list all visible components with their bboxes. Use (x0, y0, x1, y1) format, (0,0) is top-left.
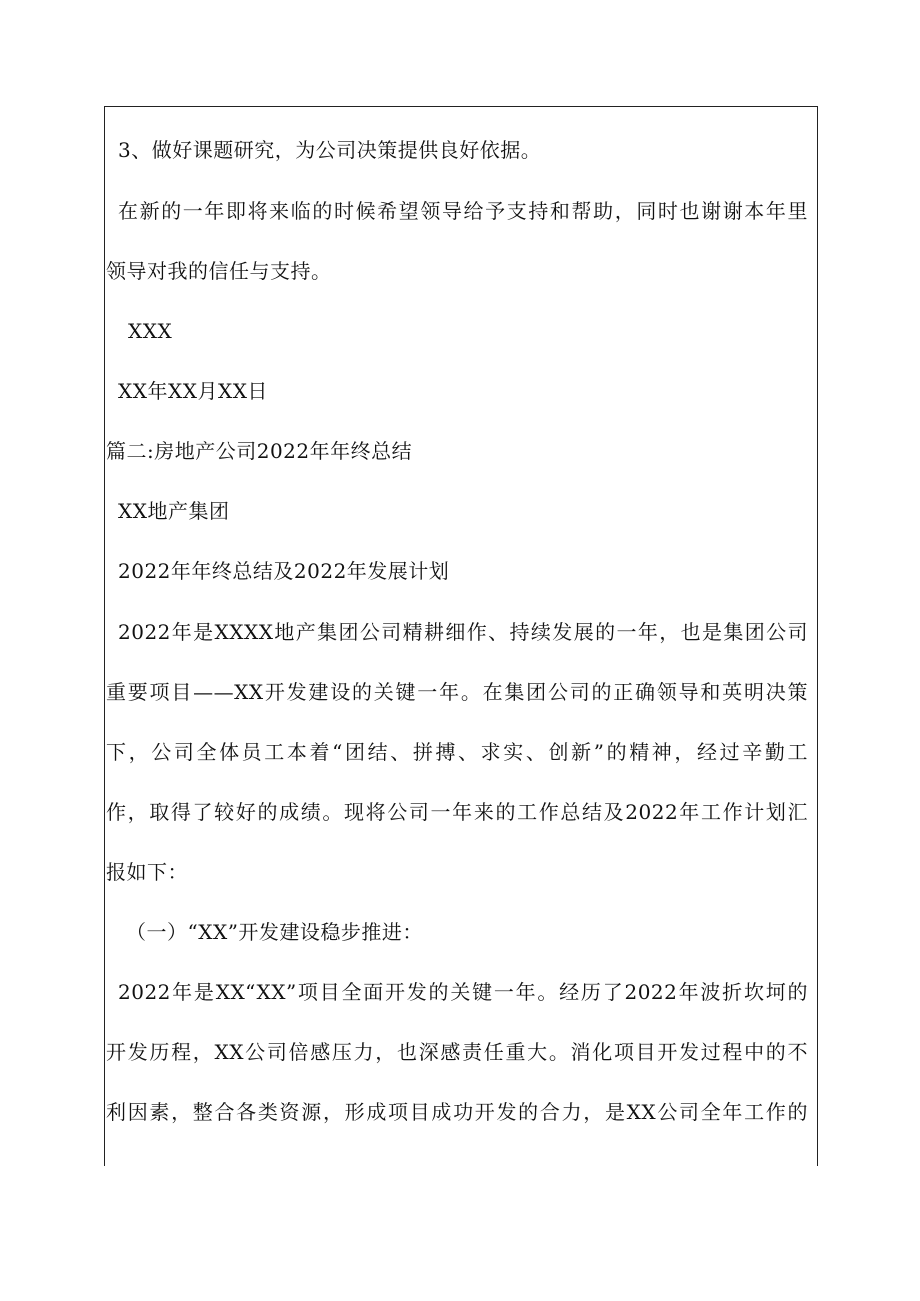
text-line-11: 下，公司全体员工本着“团结、拼搏、求实、创新”的精神，经过辛勤工 (106, 740, 808, 764)
report-title: 2022年年终总结及2022年发展计划 (118, 559, 450, 583)
text-line-16: 开发历程，XX公司倍感压力，也深感责任重大。消化项目开发过程中的不 (106, 1040, 808, 1064)
text-line-1: 3、做好课题研究，为公司决策提供良好依据。 (118, 138, 542, 162)
text-line-10: 重要项目——XX开发建设的关键一年。在集团公司的正确领导和英明决策 (106, 680, 808, 704)
text-line-15: 2022年是XX“XX”项目全面开发的关键一年。经历了2022年波折坎坷的 (118, 980, 808, 1004)
signature-date: XX年XX月XX日 (118, 379, 268, 403)
section-heading: 篇二:房地产公司2022年年终总结 (106, 439, 413, 463)
text-line-12: 作，取得了较好的成绩。现将公司一年来的工作总结及2022年工作计划汇 (106, 800, 808, 824)
text-line-13: 报如下： (106, 860, 188, 884)
text-line-9: 2022年是XXXX地产集团公司精耕细作、持续发展的一年，也是集团公司 (118, 620, 808, 644)
text-line-17: 利因素，整合各类资源，形成项目成功开发的合力，是XX公司全年工作的 (106, 1100, 808, 1124)
text-line-3: 领导对我的信任与支持。 (106, 259, 332, 283)
signature-name: XXX (128, 319, 173, 343)
company-name: XX地产集团 (118, 499, 230, 523)
subsection-heading: （一）“XX”开发建设稳步推进： (126, 920, 423, 944)
text-line-2: 在新的一年即将来临的时候希望领导给予支持和帮助，同时也谢谢本年里 (118, 199, 808, 223)
